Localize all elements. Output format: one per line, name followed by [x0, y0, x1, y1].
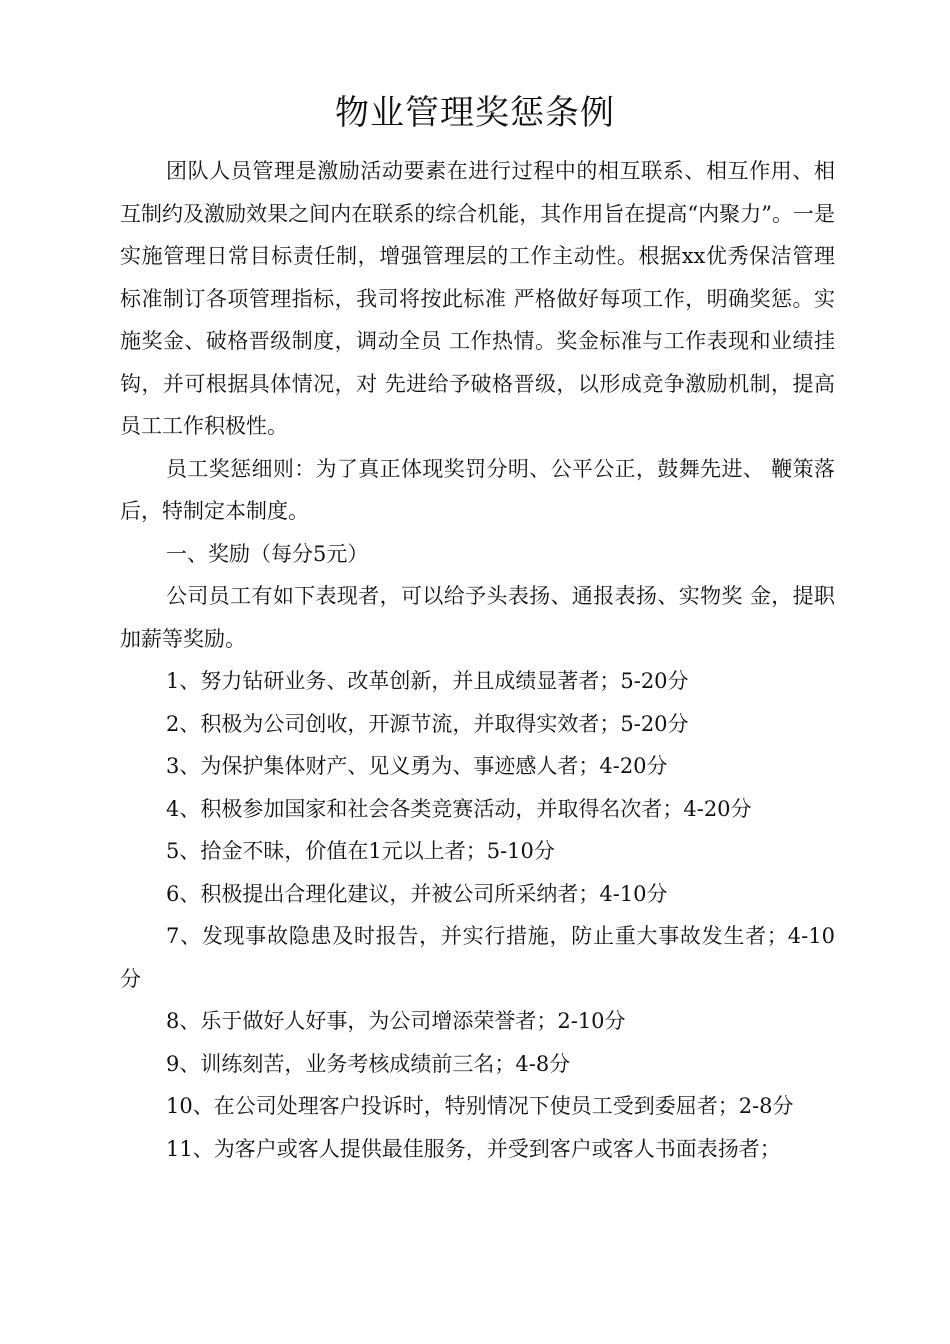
reward-item-11: 11、为客户或客人提供最佳服务，并受到客户或客人书面表扬者；: [166, 1136, 781, 1161]
paragraph-rules: 员工奖惩细则：为了真正体现奖罚分明、公平公正，鼓舞先进、 鞭策落后，特制定本制度。: [120, 456, 835, 523]
reward-item-10: 10、在公司处理客户投诉时，特别情况下使员工受到委屈者；2-8分: [166, 1094, 794, 1118]
reward-item-1: 1、努力钻研业务、改革创新，并且成绩显著者；5-20分: [166, 669, 689, 693]
reward-item-2: 2、积极为公司创收，开源节流，并取得实效者；5-20分: [166, 711, 689, 736]
paragraph-rewards-intro: 公司员工有如下表现者，可以给予头表扬、通报表扬、实物奖 金，提职加薪等奖励。: [120, 584, 835, 651]
reward-item-9: 9、训练刻苦，业务考核成绩前三名；4-8分: [166, 1051, 571, 1076]
reward-item-7: 7、发现事故隐患及时报告，并实行措施，防止重大事故发生者；4-10分: [120, 924, 835, 991]
document-title: 物业管理奖惩条例: [335, 93, 615, 133]
document-body: [120, 150, 835, 1170]
paragraph-intro: 团队人员管理是激励活动要素在进行过程中的相互联系、相互作用、相互制约及激励效果之间内在联系的综合机能，其作用旨在提高“内聚力”。一是实施管理日常目标责任制，增强管理层的工作主动性。根据xx优秀保洁管理标准制订各项管理指标，我司将按此标准 严格做好每项工作，明确奖惩。实施奖金、破格晋级制度，调动全员 工作热情。奖金标准与工作表现和业绩挂钩，并可根据具体情况，对 先进给予破格晋级，以形成竞争激励机制，提高员工工作积极性。: [120, 159, 835, 438]
reward-item-3: 3、为保护集体财产、见义勇为、事迹感人者；4-20分: [166, 754, 668, 778]
reward-item-8: 8、乐于做好人好事，为公司增添荣誉者；2-10分: [166, 1009, 626, 1033]
reward-item-6: 6、积极提出合理化建议，并被公司所采纳者；4-10分: [166, 881, 668, 906]
reward-item-4: 4、积极参加国家和社会各类竞赛活动，并取得名次者；4-20分: [166, 796, 752, 821]
reward-item-5: 5、拾金不昧，价值在1元以上者；5-10分: [166, 839, 555, 863]
section-heading-rewards: 一、奖励（每分5元）: [166, 541, 369, 566]
